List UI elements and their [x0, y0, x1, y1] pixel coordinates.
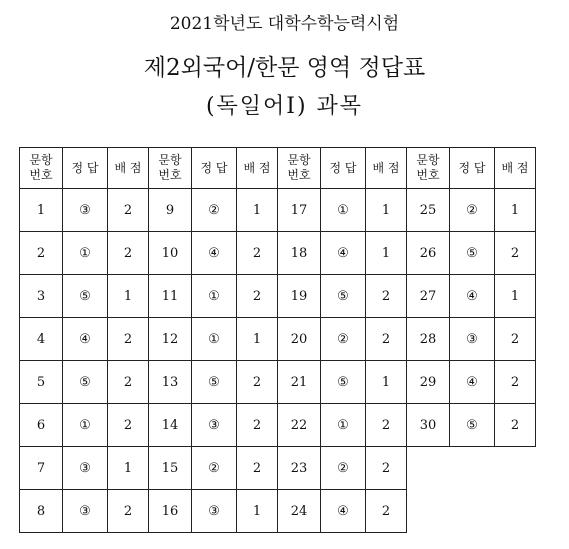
score: 1	[108, 275, 149, 318]
question-number: 13	[149, 361, 192, 404]
score: 2	[495, 404, 536, 447]
correct-answer: ①	[192, 318, 237, 361]
score: 1	[495, 275, 536, 318]
question-number: 18	[278, 232, 321, 275]
correct-answer: ⑤	[192, 361, 237, 404]
correct-answer: ②	[450, 189, 495, 232]
question-number: 12	[149, 318, 192, 361]
score: 2	[366, 275, 407, 318]
column-header-number: 문항 번호	[20, 148, 63, 189]
question-number: 4	[20, 318, 63, 361]
question-number: 11	[149, 275, 192, 318]
question-number: 10	[149, 232, 192, 275]
correct-answer: ①	[321, 404, 366, 447]
score: 1	[366, 232, 407, 275]
table-row	[20, 361, 536, 404]
correct-answer: ①	[192, 275, 237, 318]
table-row	[20, 490, 536, 533]
question-number: 6	[20, 404, 63, 447]
column-header-answer: 정 답	[63, 148, 108, 189]
question-number: 26	[407, 232, 450, 275]
question-number: 24	[278, 490, 321, 533]
table-row	[20, 232, 536, 275]
table-row	[20, 189, 536, 232]
correct-answer: ①	[321, 189, 366, 232]
table-row	[20, 447, 536, 490]
correct-answer: ⑤	[321, 361, 366, 404]
score: 1	[237, 318, 278, 361]
score: 1	[108, 447, 149, 490]
correct-answer: ④	[450, 361, 495, 404]
question-number: 16	[149, 490, 192, 533]
score: 1	[495, 189, 536, 232]
correct-answer: ⑤	[63, 361, 108, 404]
score: 2	[495, 361, 536, 404]
correct-answer: ③	[63, 490, 108, 533]
score: 1	[237, 490, 278, 533]
correct-answer: ⑤	[321, 275, 366, 318]
question-number: 17	[278, 189, 321, 232]
correct-answer: ③	[192, 490, 237, 533]
correct-answer: ④	[63, 318, 108, 361]
column-header-number: 문항 번호	[149, 148, 192, 189]
empty-cell	[495, 490, 536, 533]
correct-answer: ⑤	[63, 275, 108, 318]
correct-answer: ④	[192, 232, 237, 275]
score: 2	[237, 232, 278, 275]
score: 2	[108, 404, 149, 447]
score: 2	[108, 189, 149, 232]
score: 2	[366, 318, 407, 361]
column-header-answer: 정 답	[321, 148, 366, 189]
question-number: 28	[407, 318, 450, 361]
question-number: 19	[278, 275, 321, 318]
column-header-score: 배 점	[237, 148, 278, 189]
score: 1	[237, 189, 278, 232]
column-header-score: 배 점	[495, 148, 536, 189]
question-number: 5	[20, 361, 63, 404]
table-row	[20, 404, 536, 447]
score: 2	[366, 447, 407, 490]
correct-answer: ①	[63, 404, 108, 447]
score: 1	[366, 189, 407, 232]
column-header-score: 배 점	[108, 148, 149, 189]
score: 2	[237, 275, 278, 318]
question-number: 22	[278, 404, 321, 447]
score: 2	[495, 318, 536, 361]
question-number: 30	[407, 404, 450, 447]
empty-cell	[407, 447, 450, 490]
question-number: 1	[20, 189, 63, 232]
correct-answer: ③	[450, 318, 495, 361]
correct-answer: ④	[321, 232, 366, 275]
question-number: 25	[407, 189, 450, 232]
question-number: 29	[407, 361, 450, 404]
column-header-number: 문항 번호	[278, 148, 321, 189]
question-number: 9	[149, 189, 192, 232]
correct-answer: ②	[321, 318, 366, 361]
score: 2	[108, 361, 149, 404]
question-number: 23	[278, 447, 321, 490]
score: 2	[366, 404, 407, 447]
table-row	[20, 275, 536, 318]
correct-answer: ②	[192, 447, 237, 490]
subject-title: (독일어Ⅰ) 과목	[205, 94, 364, 119]
empty-cell	[407, 490, 450, 533]
correct-answer: ②	[192, 189, 237, 232]
correct-answer: ③	[63, 447, 108, 490]
question-number: 21	[278, 361, 321, 404]
question-number: 2	[20, 232, 63, 275]
correct-answer: ⑤	[450, 404, 495, 447]
correct-answer: ④	[321, 490, 366, 533]
column-header-score: 배 점	[366, 148, 407, 189]
column-header-answer: 정 답	[450, 148, 495, 189]
score: 2	[237, 361, 278, 404]
score: 2	[495, 232, 536, 275]
score: 2	[108, 318, 149, 361]
question-number: 14	[149, 404, 192, 447]
header-row	[20, 148, 536, 189]
score: 2	[237, 447, 278, 490]
score: 1	[366, 361, 407, 404]
correct-answer: ③	[192, 404, 237, 447]
score: 2	[237, 404, 278, 447]
score: 2	[108, 490, 149, 533]
correct-answer: ④	[450, 275, 495, 318]
question-number: 3	[20, 275, 63, 318]
correct-answer: ⑤	[450, 232, 495, 275]
correct-answer: ②	[321, 447, 366, 490]
area-title: 제2외국어/한문 영역 정답표	[143, 55, 426, 81]
question-number: 15	[149, 447, 192, 490]
correct-answer: ①	[63, 232, 108, 275]
score: 2	[366, 490, 407, 533]
table-row	[20, 318, 536, 361]
answer-table	[19, 147, 536, 533]
empty-cell	[495, 447, 536, 490]
question-number: 7	[20, 447, 63, 490]
exam-title: 2021학년도 대학수학능력시험	[169, 14, 400, 34]
question-number: 8	[20, 490, 63, 533]
question-number: 27	[407, 275, 450, 318]
column-header-answer: 정 답	[192, 148, 237, 189]
score: 2	[108, 232, 149, 275]
empty-cell	[450, 447, 495, 490]
correct-answer: ③	[63, 189, 108, 232]
column-header-number: 문항 번호	[407, 148, 450, 189]
question-number: 20	[278, 318, 321, 361]
empty-cell	[450, 490, 495, 533]
